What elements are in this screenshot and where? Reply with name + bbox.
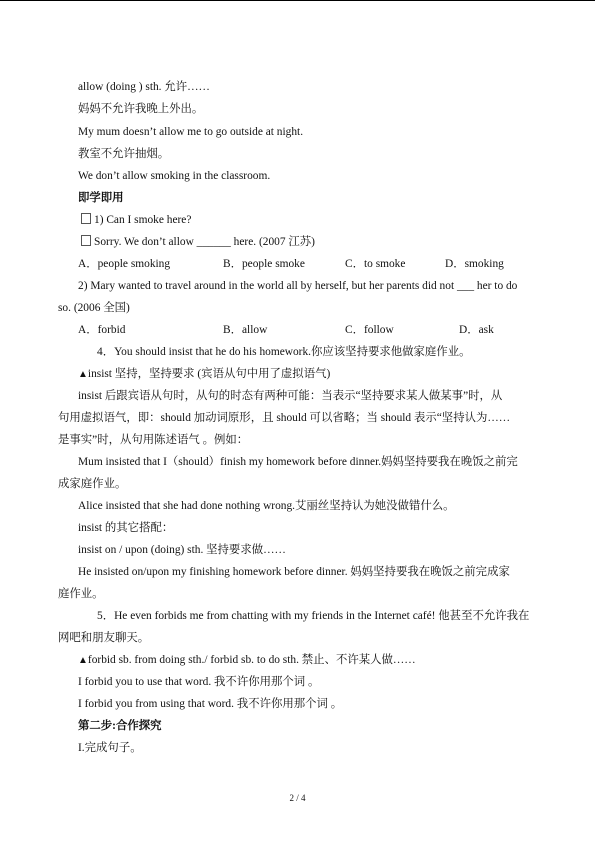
checkbox-icon	[81, 213, 91, 224]
question-2-line-1: 2) Mary wanted to travel around in the world all by herself, but her parents did not ___ her to do	[78, 280, 518, 292]
triangle-icon: ▲	[78, 655, 88, 666]
insist-explain-1: insist 后跟宾语从句时，从句的时态有两种可能：当表示“坚持要求某人做某事”时，从	[78, 390, 503, 402]
insist-on-phrase: insist on / upon (doing) sth. 坚持要求做……	[78, 544, 286, 556]
page-top-rule	[0, 0, 595, 1]
question-1-text: 1) Can I smoke here?	[94, 214, 192, 226]
question-1-line-1	[78, 213, 191, 227]
insist-explain-2: 句用虚拟语气，即：should 加动词原形，且 should 可以省略；当 should 表示“坚持认为……	[58, 412, 511, 424]
allow-phrase: allow (doing ) sth. 允许……	[78, 81, 210, 93]
insist-example-2: Alice insisted that she had done nothing wrong.艾丽丝坚持认为她没做错什么。	[78, 500, 455, 512]
q2-option-d: D．ask	[459, 324, 494, 336]
point-5-line-1: 5．He even forbids me from chatting with my friends in the Internet café! 他甚至不允许我在	[97, 610, 530, 622]
q1-option-b: B．people smoke	[223, 258, 305, 270]
checkbox-icon	[81, 235, 91, 246]
complete-sentences-heading: I.完成句子。	[78, 742, 142, 754]
section-heading-step2: 第二步:合作探究	[78, 720, 162, 732]
example-en-1: My mum doesn’t allow me to go outside at night.	[78, 126, 304, 138]
q1-option-d: D．smoking	[445, 258, 504, 270]
page-number: 2 / 4	[289, 793, 306, 803]
q2-option-a: A．forbid	[78, 324, 126, 336]
forbid-example-2: I forbid you from using that word. 我不许你用那个词 。	[78, 698, 343, 710]
question-2-line-2: so. (2006 全国)	[58, 302, 130, 314]
forbid-example-1: I forbid you to use that word. 我不许你用那个词 。	[78, 676, 320, 688]
q2-option-b: B．allow	[223, 324, 268, 336]
section-heading-practice: 即学即用	[78, 192, 124, 204]
insist-heading	[78, 367, 330, 382]
question-1-line-2	[78, 235, 315, 249]
insist-heading-text: insist 坚持，坚持要求 (宾语从句中用了虚拟语气)	[87, 368, 331, 380]
insist-other-usage: insist 的其它搭配：	[78, 522, 174, 534]
point-4: 4．You should insist that he do his homework.你应该坚持要求他做家庭作业。	[97, 346, 471, 358]
q1-option-a: A．people smoking	[78, 258, 171, 270]
insist-explain-3: 是事实”时，从句用陈述语气 。例如：	[58, 434, 249, 446]
example-cn-2: 教室不允许抽烟。	[78, 148, 170, 160]
insist-example-3b: 庭作业。	[58, 588, 104, 600]
q1-option-c: C．to smoke	[345, 258, 406, 270]
example-en-2: We don’t allow smoking in the classroom.	[78, 170, 271, 182]
point-5-line-2: 网吧和朋友聊天。	[58, 632, 150, 644]
insist-example-1a: Mum insisted that I（should）finish my homework before dinner.妈妈坚持要我在晚饭之前完	[78, 456, 518, 468]
q2-option-c: C．follow	[345, 324, 394, 336]
insist-example-1b: 成家庭作业。	[58, 478, 127, 490]
question-1-answer-text: Sorry. We don’t allow ______ here. (2007 江苏)	[94, 236, 315, 248]
triangle-icon: ▲	[78, 369, 88, 380]
example-cn-1: 妈妈不允许我晚上外出。	[78, 103, 204, 115]
insist-example-3a: He insisted on/upon my finishing homework before dinner. 妈妈坚持要我在晚饭之前完成家	[78, 566, 510, 578]
forbid-heading-text: forbid sb. from doing sth./ forbid sb. to do sth. 禁止、不许某人做……	[87, 654, 416, 666]
forbid-heading	[78, 653, 416, 668]
